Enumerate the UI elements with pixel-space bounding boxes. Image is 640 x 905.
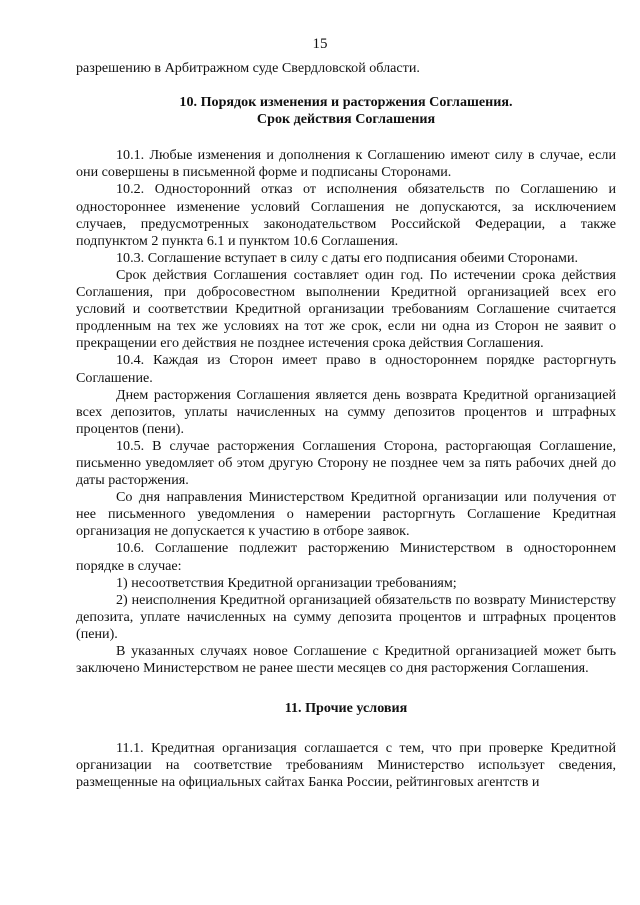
- section-10-heading: [76, 94, 616, 128]
- paragraph-10-2: 10.2. Односторонний отказ от исполнения обязательств по Соглашению и одностороннее изменение условий Соглашения не допускаются, за исключением случаев, предусмотренных законодательством Российской Федерации, а также подпунктом 2 пункта 6.1 и пунктом 10.6 Соглашения.: [76, 181, 616, 249]
- list-item-1: 1) несоответствия Кредитной организации требованиям;: [116, 574, 457, 591]
- paragraph-10-4: 10.4. Каждая из Сторон имеет право в одностороннем порядке расторгнуть Соглашение.: [76, 352, 616, 386]
- intro-line: разрешению в Арбитражном суде Свердловской области.: [76, 60, 420, 76]
- paragraph-10-5: 10.5. В случае расторжения Соглашения Сторона, расторгающая Соглашение, письменно уведомляет об этом другую Сторону не позднее чем за пять рабочих дней до даты расторжения.: [76, 437, 616, 489]
- section-10-title-line-1: 10. Порядок изменения и расторжения Соглашения.: [179, 94, 513, 111]
- list-item-2: 2) неисполнения Кредитной организацией обязательств по возврату Министерству депозита, уплате начисленных на сумму депозита процентов и штрафных процентов (пени).: [76, 591, 616, 642]
- section-10-title-line-2: Срок действия Соглашения: [256, 111, 436, 128]
- paragraph-11-1: 11.1. Кредитная организация соглашается с тем, что при проверке Кредитной организации на соответствие требованиям Министерство использует сведения, размещенные на официальных сайтах Банка России, рейтинговых агентств и: [76, 740, 616, 791]
- paragraph-10-1: 10.1. Любые изменения и дополнения к Соглашению имеют силу в случае, если они совершены в письменной форме и подписаны Сторонами.: [76, 147, 616, 181]
- document-body: [76, 60, 616, 792]
- paragraph-notification: Со дня направления Министерством Кредитной организации или получения от нее письменного уведомления о намерении расторгнуть Соглашение Кредитная организация не допускается к участию в отборе заявок.: [76, 489, 616, 540]
- paragraph-new-agreement: В указанных случаях новое Соглашение с Кредитной организацией может быть заключено Министерством не ранее шести месяцев со дня расторжения Соглашения.: [76, 643, 616, 677]
- paragraph-10-3: 10.3. Соглашение вступает в силу с даты его подписания обеими Сторонами.: [116, 249, 579, 266]
- section-11-heading: 11. Прочие условия: [284, 700, 408, 717]
- paragraph-10-6: 10.6. Соглашение подлежит расторжению Министерством в одностороннем порядке в случае:: [76, 540, 616, 574]
- paragraph-termination-day: Днем расторжения Соглашения является день возврата Кредитной организацией всех депозитов, уплаты начисленных на сумму депозитов процентов и штрафных процентов (пени).: [76, 386, 616, 437]
- page-number: 15: [312, 36, 328, 52]
- paragraph-term: Срок действия Соглашения составляет один год. По истечении срока действия Соглашения, при добросовестном выполнении Кредитной организацией всех его условий и соответствии Кредитной организации требованиям Соглашение считается продленным на тех же условиях на тот же срок, если ни одна из Сторон не заявит о прекращении его действия не позднее истечения срока действия Соглашения.: [76, 266, 616, 352]
